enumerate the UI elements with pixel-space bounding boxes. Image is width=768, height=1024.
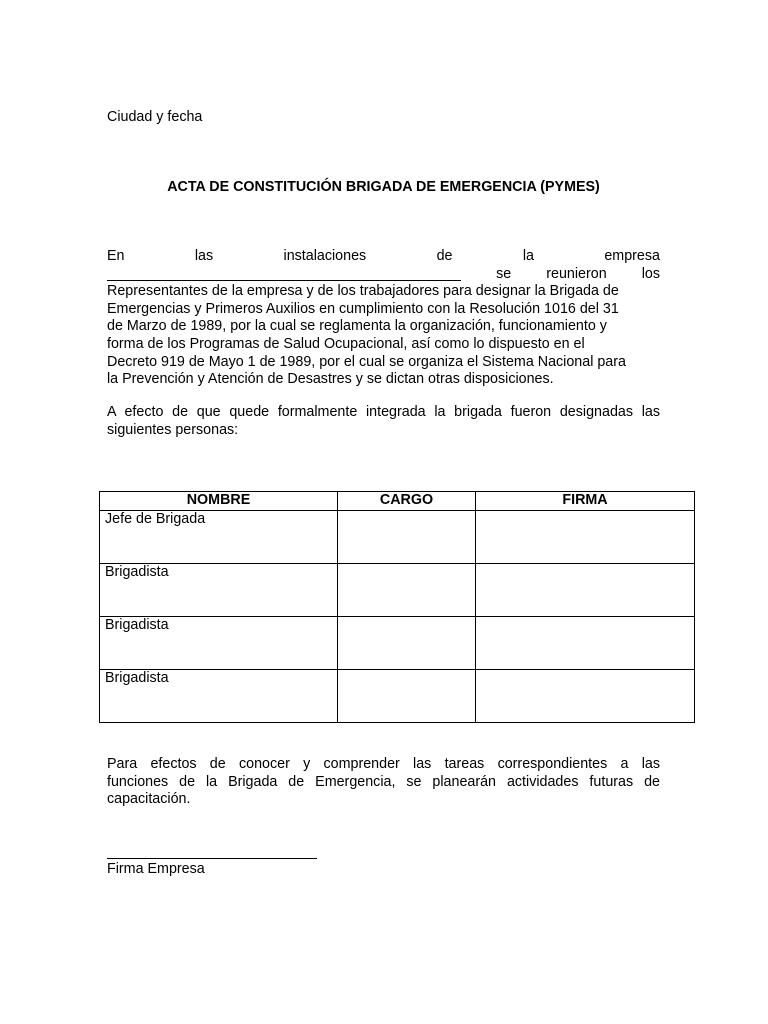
cell-cargo[interactable]: [338, 563, 476, 616]
intro-word: de: [436, 248, 453, 264]
document-page: [107, 0, 660, 1024]
brigade-table: [99, 491, 695, 723]
table-row: [100, 510, 695, 563]
intro-line: de Marzo de 1989, por la cual se reglamenta la organización, funcionamiento y: [107, 318, 607, 335]
city-date: Ciudad y fecha: [107, 109, 203, 125]
intro-line-1: [107, 248, 660, 266]
cell-nombre[interactable]: Jefe de Brigada: [100, 510, 338, 563]
header-firma: FIRMA: [476, 492, 695, 511]
intro-line-2: [107, 266, 660, 284]
intro-word: se: [496, 265, 512, 282]
cell-cargo[interactable]: [338, 616, 476, 669]
intro-word: la: [522, 248, 534, 264]
table-row: [100, 616, 695, 669]
intro-word: las: [194, 248, 214, 264]
brigade-table-wrapper: [99, 491, 695, 723]
signature-line[interactable]: [107, 858, 317, 859]
cell-cargo[interactable]: [338, 510, 476, 563]
closing-last-line: capacitación.: [107, 791, 191, 808]
table-row: [100, 669, 695, 722]
intro-last-line: la Prevención y Atención de Desastres y se dictan otras disposiciones.: [107, 371, 554, 388]
designation-last-line: siguientes personas:: [107, 421, 239, 438]
intro-line: Decreto 919 de Mayo 1 de 1989, por el cual se organiza el Sistema Nacional para: [107, 353, 626, 370]
cell-firma[interactable]: [476, 616, 695, 669]
intro-line: Emergencias y Primeros Auxilios en cumplimiento con la Resolución 1016 del 31: [107, 300, 619, 317]
intro-word: En: [107, 248, 125, 264]
intro-word: los: [641, 265, 660, 282]
intro-paragraph: [107, 248, 660, 389]
header-nombre: NOMBRE: [100, 492, 338, 511]
intro-word: reunieron: [546, 265, 607, 282]
intro-word: empresa: [604, 248, 660, 264]
cell-cargo[interactable]: [338, 669, 476, 722]
cell-nombre[interactable]: Brigadista: [100, 669, 338, 722]
table-header-row: [100, 492, 695, 511]
header-cargo: CARGO: [338, 492, 476, 511]
designation-paragraph: [107, 404, 660, 439]
intro-line: forma de los Programas de Salud Ocupacional, así como lo dispuesto en el: [107, 335, 585, 352]
document-title: ACTA DE CONSTITUCIÓN BRIGADA DE EMERGENCIA (PYMES): [167, 179, 600, 195]
closing-line: funciones de la Brigada de Emergencia, se planearán actividades futuras de: [107, 773, 660, 790]
designation-line: A efecto de que quede formalmente integrada la brigada fueron designadas las: [107, 404, 660, 420]
cell-firma[interactable]: [476, 669, 695, 722]
table-row: [100, 563, 695, 616]
closing-line: Para efectos de conocer y comprender las tareas correspondientes a las: [107, 756, 660, 772]
cell-firma[interactable]: [476, 510, 695, 563]
cell-nombre[interactable]: Brigadista: [100, 563, 338, 616]
company-name-blank[interactable]: [107, 266, 461, 281]
closing-paragraph: [107, 756, 660, 809]
cell-nombre[interactable]: Brigadista: [100, 616, 338, 669]
intro-line: Representantes de la empresa y de los trabajadores para designar la Brigada de: [107, 283, 619, 300]
cell-firma[interactable]: [476, 563, 695, 616]
intro-word: instalaciones: [283, 248, 367, 264]
signature-label: Firma Empresa: [107, 861, 205, 877]
